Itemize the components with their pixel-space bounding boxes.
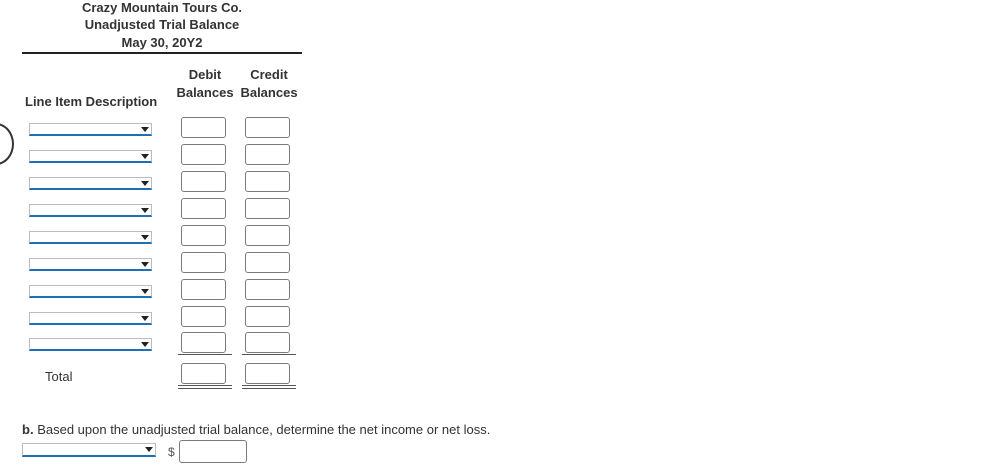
line-item-dropdown[interactable] [29, 150, 152, 163]
debit-column-header [174, 66, 236, 102]
total-label: Total [45, 369, 73, 384]
table-row [0, 171, 310, 198]
chevron-down-icon [141, 154, 149, 159]
table-row [0, 144, 310, 171]
table-row [0, 252, 310, 279]
debit-input[interactable] [181, 117, 226, 138]
chevron-down-icon [141, 342, 149, 347]
line-item-dropdown[interactable] [29, 231, 152, 244]
credit-header-line-2: Balances [240, 85, 298, 100]
debit-input[interactable] [181, 198, 226, 219]
credit-input[interactable] [245, 198, 290, 219]
part-b-letter: b. [22, 422, 34, 437]
currency-symbol: $ [168, 445, 175, 459]
description-column-header: Line Item Description [25, 94, 158, 109]
debit-input[interactable] [181, 252, 226, 273]
credit-input[interactable] [245, 332, 290, 353]
part-b-text: Based upon the unadjusted trial balance, determine the net income or net loss. [37, 422, 491, 437]
line-item-dropdown[interactable] [29, 177, 152, 190]
chevron-down-icon [141, 316, 149, 321]
table-row [0, 279, 310, 306]
part-b-prompt [22, 422, 490, 437]
credit-input[interactable] [245, 252, 290, 273]
credit-double-underline [242, 385, 296, 389]
credit-input[interactable] [245, 117, 290, 138]
debit-sum-line [178, 354, 232, 355]
chevron-down-icon [145, 447, 153, 452]
debit-input[interactable] [181, 306, 226, 327]
debit-input[interactable] [181, 225, 226, 246]
debit-double-underline [178, 385, 232, 389]
chevron-down-icon [141, 235, 149, 240]
net-amount-input[interactable] [179, 440, 247, 463]
credit-input[interactable] [245, 171, 290, 192]
chevron-down-icon [141, 289, 149, 294]
table-row [0, 117, 310, 144]
line-item-dropdown[interactable] [29, 123, 152, 136]
total-credit-input[interactable] [245, 363, 290, 384]
total-debit-input[interactable] [181, 363, 226, 384]
credit-input[interactable] [245, 144, 290, 165]
company-name: Crazy Mountain Tours Co. [81, 0, 243, 15]
net-income-loss-dropdown[interactable] [22, 443, 156, 457]
table-row [0, 225, 310, 252]
table-row [0, 198, 310, 225]
table-row [0, 306, 310, 333]
chevron-down-icon [141, 127, 149, 132]
line-item-dropdown[interactable] [29, 285, 152, 298]
debit-input[interactable] [181, 279, 226, 300]
credit-input[interactable] [245, 225, 290, 246]
debit-header-line-2: Balances [176, 85, 234, 100]
line-item-dropdown[interactable] [29, 312, 152, 325]
credit-input[interactable] [245, 279, 290, 300]
chevron-down-icon [141, 181, 149, 186]
credit-sum-line [242, 354, 296, 355]
statement-date: May 30, 20Y2 [121, 35, 203, 50]
line-item-dropdown[interactable] [29, 258, 152, 271]
debit-input[interactable] [181, 171, 226, 192]
statement-title: Unadjusted Trial Balance [84, 17, 240, 32]
credit-input[interactable] [245, 306, 290, 327]
debit-input[interactable] [181, 332, 226, 353]
chevron-down-icon [141, 208, 149, 213]
line-item-dropdown[interactable] [29, 338, 152, 351]
header-rule [22, 52, 302, 54]
line-item-dropdown[interactable] [29, 204, 152, 217]
debit-header-line-1: Debit [188, 67, 222, 82]
credit-column-header [238, 66, 300, 102]
credit-header-line-1: Credit [250, 67, 288, 82]
debit-input[interactable] [181, 144, 226, 165]
chevron-down-icon [141, 262, 149, 267]
